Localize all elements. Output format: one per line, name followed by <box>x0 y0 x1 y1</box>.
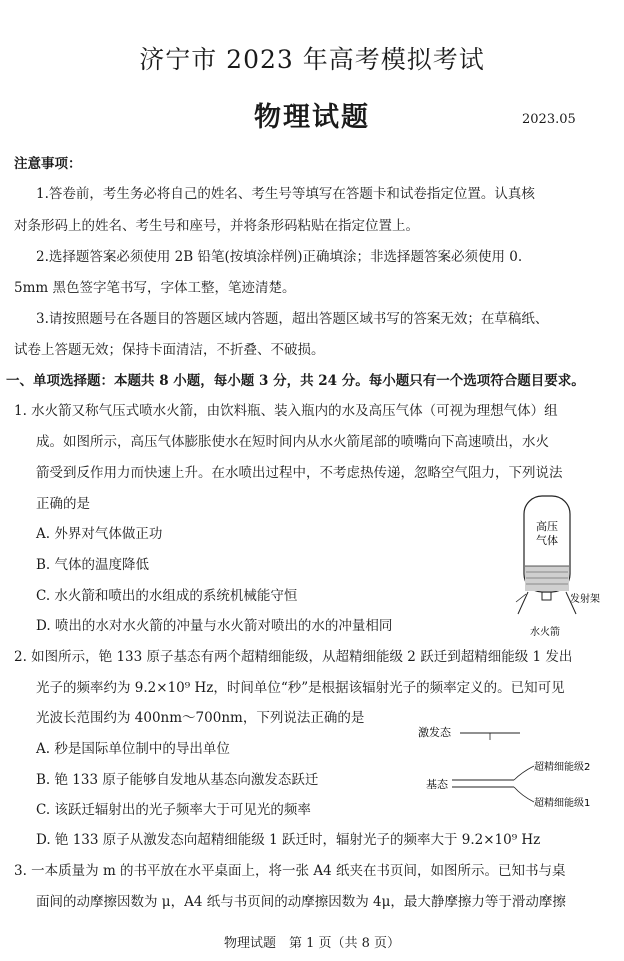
leader-level-2 <box>514 766 534 780</box>
page-footer: 物理试题 第 1 页（共 8 页） <box>223 936 401 951</box>
notice-line: 5mm 黑色签字笔书写，字体工整，笔迹清楚。 <box>14 280 296 296</box>
energy-level-figure <box>418 720 618 816</box>
exam-title: 济宁市 2023 年高考模拟考试 <box>139 45 485 74</box>
notice-line: 对条形码上的姓名、考生号和座号，并将条形码粘贴在指定位置上。 <box>14 218 419 234</box>
notice-line: 试卷上答题无效；保持卡面清洁，不折叠、不破损。 <box>14 342 325 358</box>
q3-stem-line: 3. 一本质量为 m 的书平放在水平桌面上，将一张 A4 纸夹在书页间，如图所示。已知书与桌 <box>14 863 566 879</box>
q1-stem-line: 正确的是 <box>36 496 90 512</box>
water-region <box>525 566 569 591</box>
exam-date: 2023.05 <box>522 112 576 127</box>
q2-option-d: D. 铯 133 原子从激发态向超精细能级 1 跃迁时，辐射光子的频率大于 9.2×10⁹ Hz <box>36 832 541 848</box>
section-heading: 一、单项选择题：本题共 8 小题，每小题 3 分，共 24 分。每小题只有一个选项符合题目要求。 <box>6 373 585 389</box>
q2-stem-line: 2. 如图所示，铯 133 原子基态有两个超精细能级，从超精细能级 2 跃迁到超精细能级 1 发出 <box>14 649 573 665</box>
stand-label: 发射架 <box>570 594 600 605</box>
gas-label-1: 高压 <box>536 520 558 533</box>
notice-line: 2.选择题答案必须使用 2B 铅笔(按填涂样例)正确填涂；非选择题答案必须使用 0. <box>36 249 523 265</box>
stand-leg-left <box>518 592 528 614</box>
exam-subject: 物理试题 <box>254 102 370 133</box>
q1-option-c: C. 水火箭和喷出的水组成的系统机械能守恒 <box>36 588 298 604</box>
q1-option-b: B. 气体的温度降低 <box>36 557 150 573</box>
level-2-label: 超精细能级2 <box>534 762 591 773</box>
rocket-label: 水火箭 <box>530 627 560 638</box>
q3-stem-line: 面间的动摩擦因数为 μ，A4 纸与书页间的动摩擦因数为 4μ，最大静摩擦力等于滑动摩擦 <box>36 894 566 910</box>
excited-state-label: 激发态 <box>418 726 451 739</box>
notice-line: 3.请按照题号在各题目的答题区域内答题，超出答题区域书写的答案无效；在草稿纸、 <box>36 311 549 327</box>
q2-stem-line: 光波长范围约为 400nm～700nm，下列说法正确的是 <box>36 710 365 726</box>
gas-label-2: 气体 <box>536 534 558 547</box>
q1-stem-line: 箭受到反作用力而快速上升。在水喷出过程中，不考虑热传递，忽略空气阻力，下列说法 <box>36 465 563 481</box>
ground-state-label: 基态 <box>426 778 448 791</box>
q1-option-d: D. 喷出的水对水火箭的冲量与水火箭对喷出的水的冲量相同 <box>36 618 393 634</box>
q2-option-c: C. 该跃迁辐射出的光子频率大于可见光的频率 <box>36 802 311 818</box>
q2-stem-line: 光子的频率约为 9.2×10⁹ Hz，时间单位“秒”是根据该辐射光子的频率定义的。已知可见 <box>36 680 565 696</box>
q1-option-a: A. 外界对气体做正功 <box>36 526 163 542</box>
q2-option-b: B. 铯 133 原子能够自发地从基态向激发态跃迁 <box>36 772 319 788</box>
q2-option-a: A. 秒是国际单位制中的导出单位 <box>36 741 230 757</box>
q1-stem-line: 1. 水火箭又称气压式喷水火箭，由饮料瓶、装入瓶内的水及高压气体（可视为理想气体）组 <box>14 403 558 419</box>
nozzle <box>542 592 551 600</box>
q1-stem-line: 成。如图所示，高压气体膨胀使水在短时间内从水火箭尾部的喷嘴向下高速喷出，水火 <box>36 434 549 450</box>
notice-line: 1.答卷前，考生务必将自己的姓名、考生号等填写在答题卡和试卷指定位置。认真核 <box>36 186 535 202</box>
leader-level-1 <box>514 787 534 802</box>
level-1-label: 超精细能级1 <box>534 798 591 809</box>
water-rocket-figure <box>506 494 616 640</box>
notice-heading: 注意事项： <box>14 156 82 172</box>
